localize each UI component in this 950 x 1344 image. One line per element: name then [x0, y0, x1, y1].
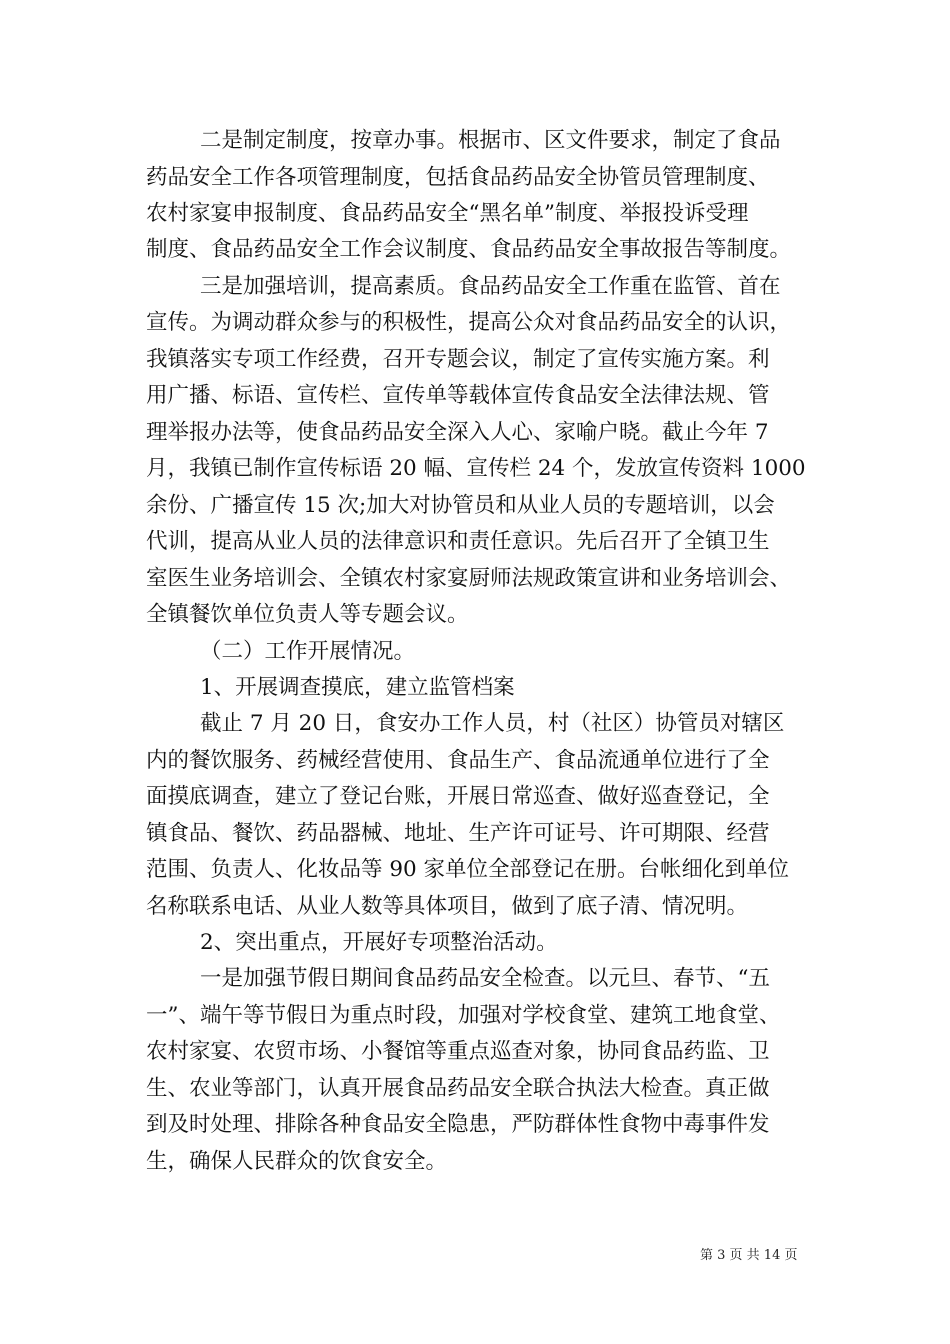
paragraph-line: 用广播、标语、宣传栏、宣传单等载体宣传食品安全法律法规、管 — [146, 383, 770, 408]
page-number-footer: 第 3 页 共 14 页 — [700, 1248, 798, 1263]
paragraph-line: 我镇落实专项工作经费，召开专题会议，制定了宣传实施方案。利 — [146, 347, 770, 372]
paragraph-line: 三是加强培训，提高素质。食品药品安全工作重在监管、首在 — [200, 274, 781, 299]
paragraph-line: 月，我镇已制作宣传标语 20 幅、宣传栏 24 个，发放宣传资料 1000 — [146, 456, 806, 481]
paragraph-line: 范围、负责人、化妆品等 90 家单位全部登记在册。台帐细化到单位 — [146, 857, 790, 882]
paragraph-line: 全镇餐饮单位负责人等专题会议。 — [146, 602, 469, 627]
paragraph-line: 截止 7 月 20 日，食安办工作人员，村（社区）协管员对辖区 — [200, 711, 785, 736]
paragraph-line: 农村家宴申报制度、食品药品安全“黑名单”制度、举报投诉受理 — [146, 201, 749, 226]
paragraph-line: 名称联系电话、从业人数等具体项目，做到了底子清、情况明。 — [146, 894, 749, 919]
paragraph-line: 内的餐饮服务、药械经营使用、食品生产、食品流通单位进行了全 — [146, 748, 770, 773]
paragraph-line: 面摸底调查，建立了登记台账，开展日常巡查、做好巡查登记，全 — [146, 784, 770, 809]
paragraph-line: 室医生业务培训会、全镇农村家宴厨师法规政策宣讲和业务培训会、 — [146, 566, 792, 591]
paragraph-line: 药品安全工作各项管理制度，包括食品药品安全协管员管理制度、 — [146, 165, 770, 190]
paragraph-line: 理举报办法等，使食品药品安全深入人心、家喻户晓。截止今年 7 — [146, 420, 769, 445]
paragraph-line: 代训，提高从业人员的法律意识和责任意识。先后召开了全镇卫生 — [146, 529, 770, 554]
paragraph-line: 宣传。为调动群众参与的积极性，提高公众对食品药品安全的认识， — [146, 310, 792, 335]
section-heading: （二）工作开展情况。 — [200, 639, 416, 664]
paragraph-line: 一是加强节假日期间食品药品安全检查。以元旦、春节、“五 — [200, 966, 770, 991]
paragraph-line: 二是制定制度，按章办事。根据市、区文件要求，制定了食品 — [200, 128, 781, 153]
subsection-heading: 2、突出重点，开展好专项整治活动。 — [200, 930, 558, 955]
paragraph-line: 到及时处理、排除各种食品安全隐患，严防群体性食物中毒事件发 — [146, 1112, 770, 1137]
paragraph-line: 农村家宴、农贸市场、小餐馆等重点巡查对象，协同食品药监、卫 — [146, 1039, 770, 1064]
paragraph-line: 生，确保人民群众的饮食安全。 — [146, 1149, 448, 1174]
paragraph-line: 余份、广播宣传 15 次;加大对协管员和从业人员的专题培训，以会 — [146, 493, 775, 518]
paragraph-line: 生、农业等部门，认真开展食品药品安全联合执法大检查。真正做 — [146, 1076, 770, 1101]
paragraph-line: 制度、食品药品安全工作会议制度、食品药品安全事故报告等制度。 — [146, 237, 792, 262]
subsection-heading: 1、开展调查摸底，建立监管档案 — [200, 675, 515, 700]
paragraph-line: 一”、端午等节假日为重点时段，加强对学校食堂、建筑工地食堂、 — [146, 1003, 781, 1028]
paragraph-line: 镇食品、餐饮、药品器械、地址、生产许可证号、许可期限、经营 — [146, 821, 770, 846]
